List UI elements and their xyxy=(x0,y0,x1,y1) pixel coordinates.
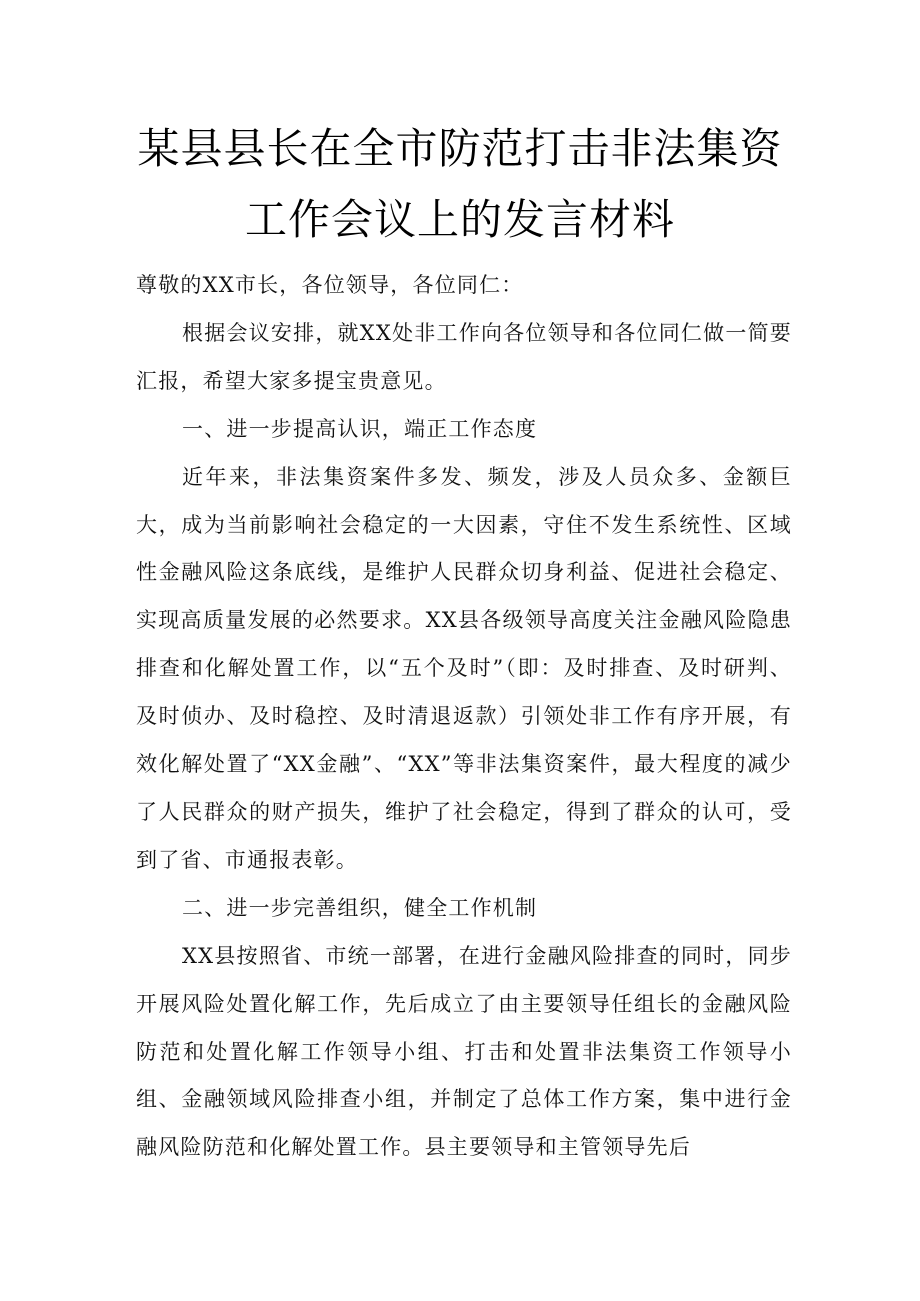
document-title-line-1: 某县县长在全市防范打击非法集资 xyxy=(137,124,783,173)
section-heading-1: 一、进一步提高认识，端正工作态度 xyxy=(182,416,538,441)
salutation: 尊敬的XX市长，各位领导，各位同仁： xyxy=(136,273,524,297)
document-title-line-2: 工作会议上的发言材料 xyxy=(244,195,675,244)
intro-paragraph: 根据会议安排，就XX处非工作向各位领导和各位同仁做一简要汇报，希望大家多提宝贵意见。 xyxy=(136,320,792,393)
section-1-paragraph: 近年来，非法集资案件多发、频发，涉及人员众多、金额巨大，成为当前影响社会稳定的一大因素，守住不发生系统性、区域性金融风险这条底线，是维护人民群众切身利益、促进社会稳定、实现高质量发展的必然要求。XX县各级领导高度关注金融风险隐患排查和化解处置工作，以“五个及时”（即：及时排查、及时研判、及时侦办、及时稳控、及时清退返款）引领处非工作有序开展，有效化解处置了“XX金融”、“XX”等非法集资案件，最大程度的减少了人民群众的财产损失，维护了社会稳定，得到了群众的认可，受到了省、市通报表彰。 xyxy=(136,464,792,872)
document-body xyxy=(136,262,792,1172)
section-2-paragraph: XX县按照省、市统一部署，在进行金融风险排查的同时，同步开展风险处置化解工作，先后成立了由主要领导任组长的金融风险防范和处置化解工作领导小组、打击和处置非法集资工作领导小组、金融领域风险排查小组，并制定了总体工作方案，集中进行金融风险防范和化解处置工作。县主要领导和主管领导先后 xyxy=(136,943,792,1160)
section-heading-2: 二、进一步完善组织，健全工作机制 xyxy=(182,895,538,920)
